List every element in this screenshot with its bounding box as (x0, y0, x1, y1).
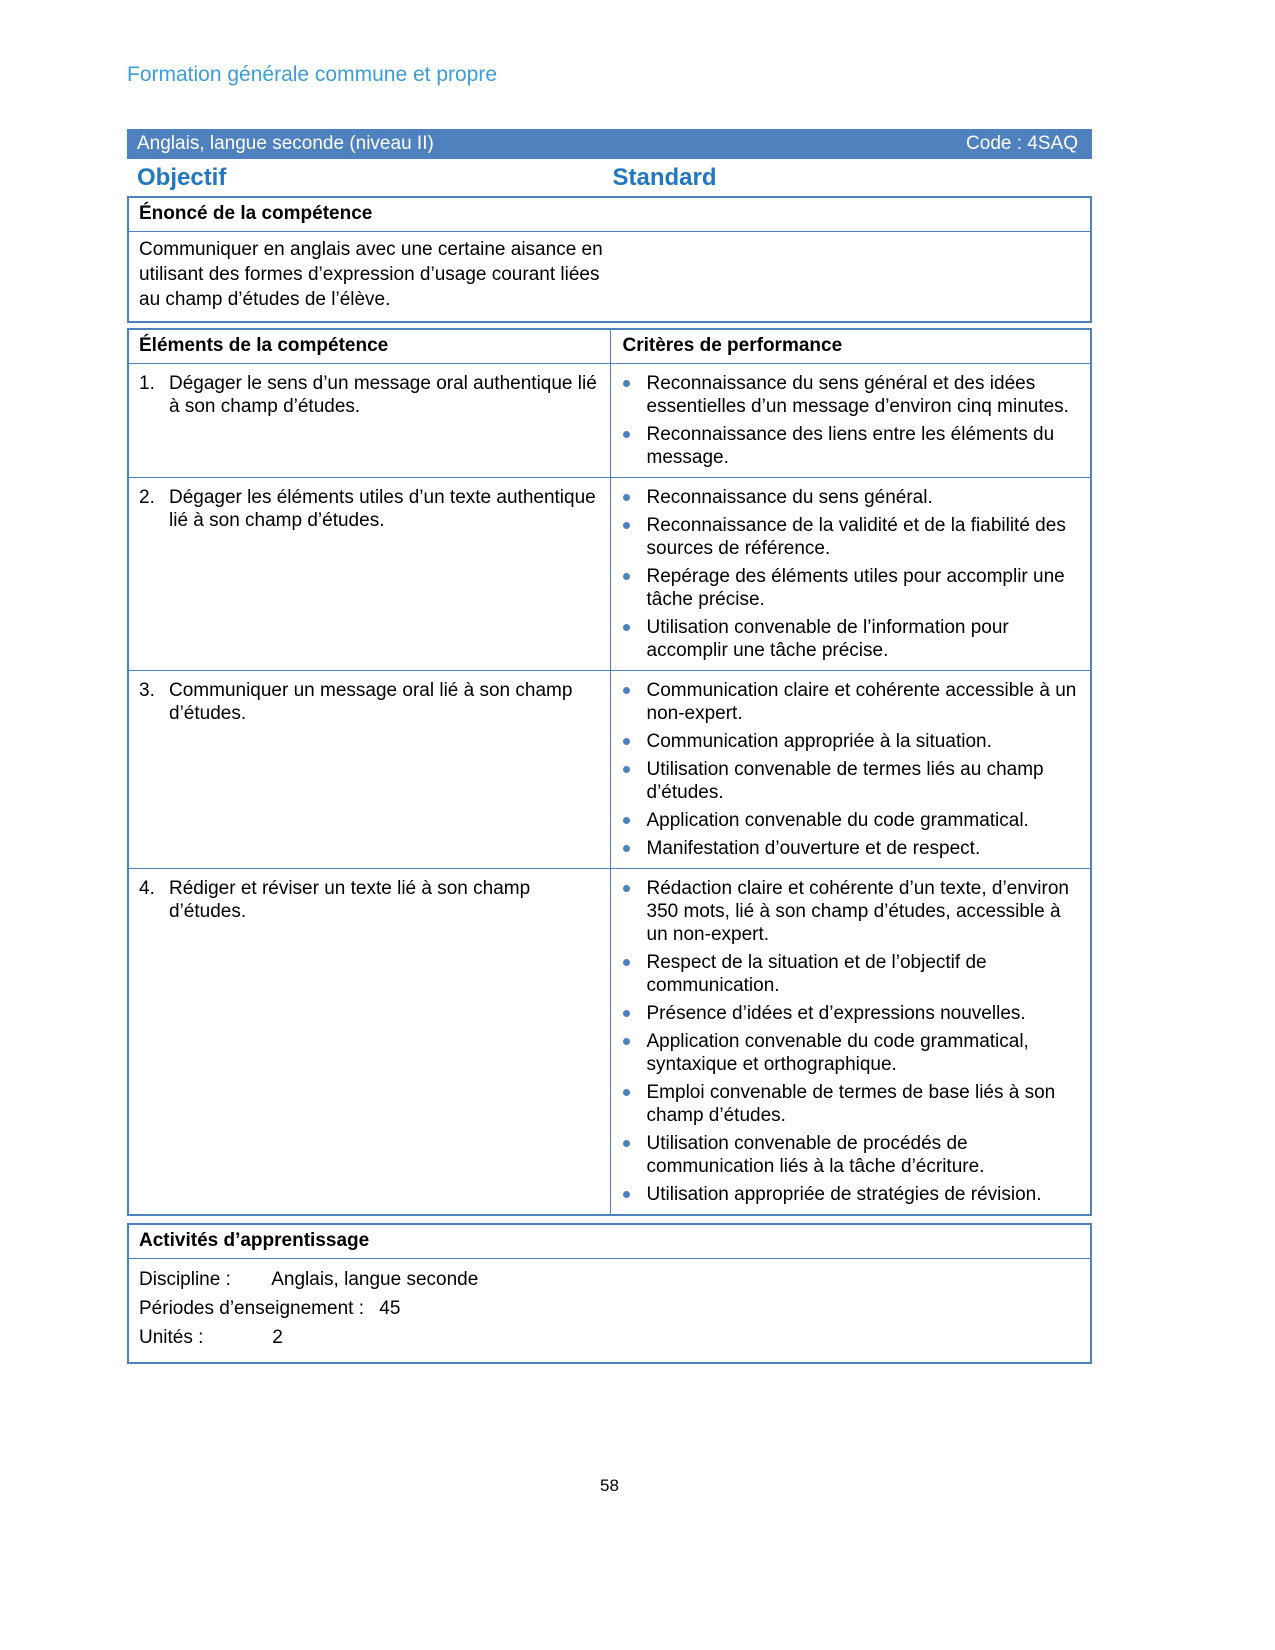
criterion-item (623, 423, 1085, 469)
bullet-icon (623, 809, 647, 832)
element-cell (129, 671, 610, 868)
activity-label: Unités : (139, 1327, 204, 1348)
element-number: 4. (139, 878, 155, 899)
criterion-item (623, 486, 1085, 509)
criterion-item (623, 1132, 1085, 1178)
criterion-item (623, 514, 1085, 560)
criterion-text: Reconnaissance du sens général. (646, 487, 933, 508)
enonce-body (129, 232, 1090, 321)
activities-header: Activités d’apprentissage (129, 1225, 1090, 1259)
enonce-box (127, 196, 1092, 323)
element-cell (129, 869, 610, 1214)
bullet-icon (623, 372, 647, 418)
element-number: 3. (139, 680, 155, 701)
bullet-icon (623, 877, 647, 946)
spacer (127, 1216, 1092, 1223)
criterion-text: Communication appropriée à la situation. (646, 731, 992, 752)
element-text: Rédiger et réviser un texte lié à son champ d’études. (169, 878, 531, 922)
criterion-item (623, 758, 1085, 804)
criterion-item (623, 372, 1085, 418)
activity-value: Anglais, langue seconde (271, 1269, 479, 1290)
criterion-item (623, 730, 1085, 753)
criterion-item (623, 809, 1085, 832)
bullet-icon (623, 1132, 647, 1178)
criterion-item (623, 679, 1085, 725)
bullet-icon (623, 1081, 647, 1127)
criterion-item (623, 951, 1085, 997)
column-headings (127, 163, 1092, 193)
element-text: Communiquer un message oral lié à son champ d’études. (169, 680, 573, 724)
criterion-text: Reconnaissance de la validité et de la fiabilité des sources de référence. (646, 515, 1066, 559)
criterion-text: Utilisation convenable de l’information pour accomplir une tâche précise. (646, 617, 1009, 661)
element-text: Dégager le sens d’un message oral authentique lié à son champ d’études. (169, 373, 597, 417)
page-number: 58 (600, 1476, 619, 1495)
enonce-header: Énoncé de la compétence (129, 198, 1090, 232)
criterion-text: Présence d’idées et d’expressions nouvelles. (646, 1003, 1026, 1024)
criteria-cell (610, 671, 1091, 868)
criterion-text: Communication claire et cohérente accessible à un non-expert. (646, 680, 1077, 724)
criterion-text: Emploi convenable de termes de base liés à son champ d’études. (646, 1082, 1056, 1126)
bullet-icon (623, 679, 647, 725)
bullet-icon (623, 616, 647, 662)
competence-row-1 (129, 363, 1090, 477)
standard-heading: Standard (612, 164, 717, 191)
course-title: Anglais, langue seconde (niveau II) (137, 133, 434, 154)
element-number: 2. (139, 487, 155, 508)
criterion-text: Utilisation convenable de procédés de communication liés à la tâche d’écriture. (646, 1133, 985, 1177)
criterion-text: Utilisation convenable de termes liés au champ d’études. (646, 759, 1044, 803)
competence-row-4 (129, 868, 1090, 1214)
criterion-item (623, 616, 1085, 662)
criterion-item (623, 837, 1085, 860)
element-item (139, 877, 598, 923)
title-bar (127, 129, 1092, 159)
bullet-icon (623, 565, 647, 611)
criterion-text: Rédaction claire et cohérente d’un texte, d’environ 350 mots, lié à son champ d’études, accessible à un non-expert. (646, 878, 1069, 945)
bullet-icon (623, 1002, 647, 1025)
criterion-text: Utilisation appropriée de stratégies de révision. (646, 1184, 1042, 1205)
element-text: Dégager les éléments utiles d’un texte authentique lié à son champ d’études. (169, 487, 596, 531)
element-number: 1. (139, 373, 155, 394)
criterion-text: Reconnaissance des liens entre les éléments du message. (646, 424, 1055, 468)
activities-box (127, 1223, 1092, 1364)
element-item (139, 679, 598, 725)
competence-row-2 (129, 477, 1090, 670)
bullet-icon (623, 1183, 647, 1206)
course-code: Code : 4SAQ (966, 133, 1078, 154)
bullet-icon (623, 837, 647, 860)
criterion-text: Application convenable du code grammatical, syntaxique et orthographique. (646, 1031, 1029, 1075)
activity-label: Discipline : (139, 1269, 231, 1290)
criterion-item (623, 1081, 1085, 1127)
criterion-item (623, 1183, 1085, 1206)
criterion-text: Respect de la situation et de l’objectif de communication. (646, 952, 987, 996)
criteres-header: Critères de performance (610, 330, 1091, 363)
criterion-text: Reconnaissance du sens général et des idées essentielles d’un message d’environ cinq minutes. (646, 373, 1069, 417)
objectif-heading: Objectif (137, 164, 227, 191)
competence-table (127, 328, 1092, 1216)
activities-body (129, 1259, 1090, 1362)
criteria-cell (610, 364, 1091, 477)
criterion-text: Application convenable du code grammatical. (646, 810, 1029, 831)
criterion-text: Manifestation d’ouverture et de respect. (646, 838, 981, 859)
criterion-item (623, 877, 1085, 946)
competence-table-header-row (129, 330, 1090, 363)
criterion-text: Repérage des éléments utiles pour accomplir une tâche précise. (646, 566, 1065, 610)
bullet-icon (623, 1030, 647, 1076)
activity-line-unites (139, 1323, 1080, 1352)
criterion-item (623, 565, 1085, 611)
criteria-cell (610, 869, 1091, 1214)
criteria-cell (610, 478, 1091, 670)
elements-header: Éléments de la compétence (139, 335, 389, 356)
bullet-icon (623, 514, 647, 560)
bullet-icon (623, 730, 647, 753)
element-cell (129, 364, 610, 477)
activity-label: Périodes d’enseignement : (139, 1298, 364, 1319)
bullet-icon (623, 486, 647, 509)
competence-row-3 (129, 670, 1090, 868)
activity-value: 45 (379, 1298, 401, 1319)
bullet-icon (623, 951, 647, 997)
activity-line-discipline (139, 1265, 1080, 1294)
activity-value: 2 (272, 1327, 283, 1348)
criterion-item (623, 1030, 1085, 1076)
element-item (139, 372, 598, 418)
page-content (127, 62, 1092, 1364)
bullet-icon (623, 423, 647, 469)
element-cell (129, 478, 610, 670)
element-item (139, 486, 598, 532)
enonce-text: Communiquer en anglais avec une certaine aisance en utilisant des formes d’expression d’usage courant liées au champ d’études de l’élève. (139, 239, 603, 310)
bullet-icon (623, 758, 647, 804)
criterion-item (623, 1002, 1085, 1025)
activity-line-periodes (139, 1294, 1080, 1323)
section-header: Formation générale commune et propre (127, 63, 498, 86)
